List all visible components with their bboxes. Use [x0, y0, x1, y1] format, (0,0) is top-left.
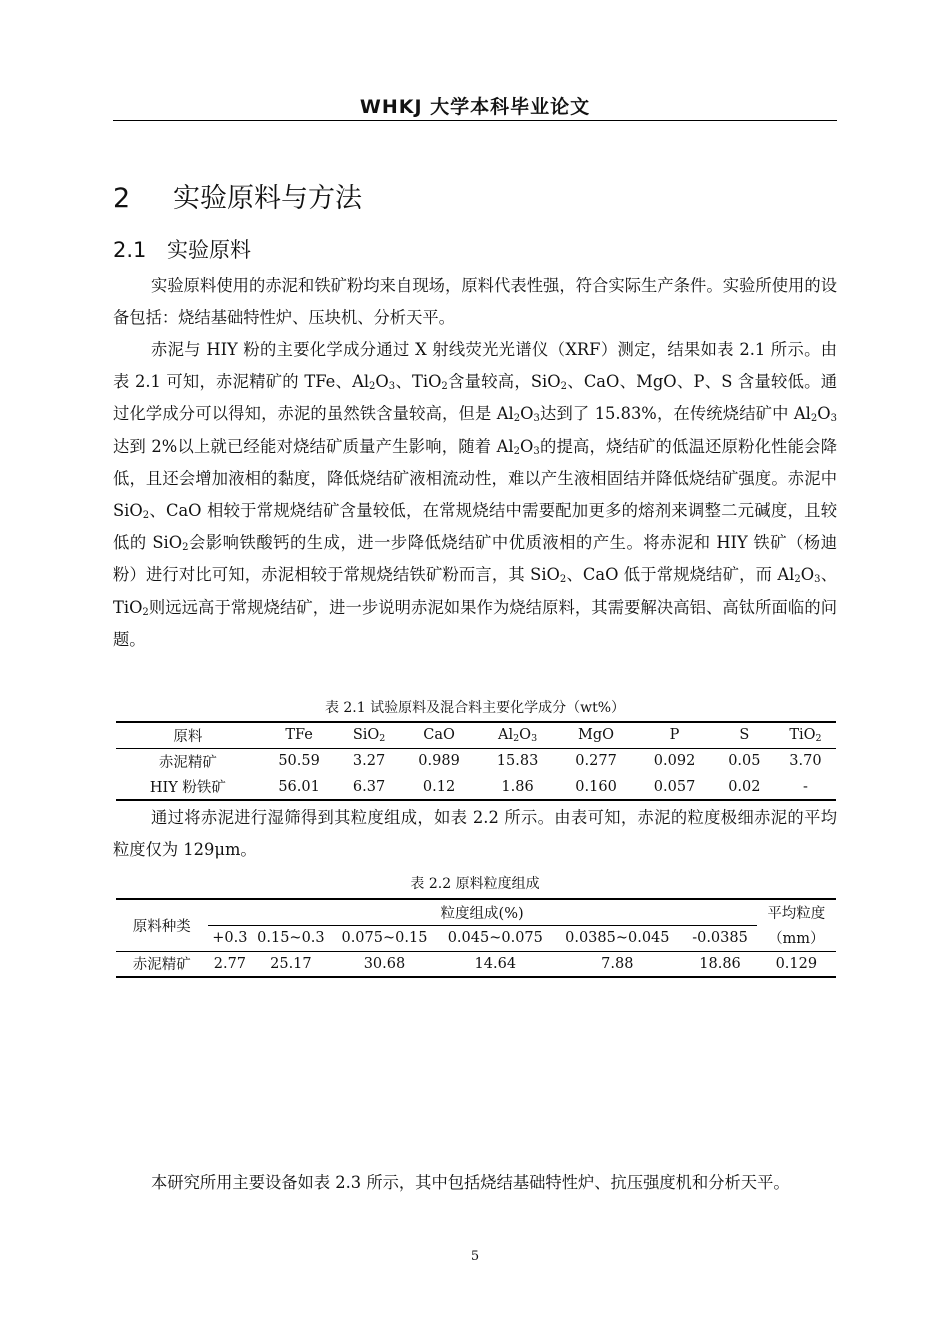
- table-header-row: [116, 722, 836, 748]
- table-header-cell: 原料种类: [132, 918, 191, 935]
- chemical-composition-table: [116, 721, 836, 801]
- table-header-cell: +0.3: [212, 930, 248, 946]
- header-rule: [113, 120, 837, 121]
- table-header-cell: 0.045~0.075: [447, 930, 543, 946]
- table-header-cell: MgO: [578, 727, 615, 744]
- table-header-cell: 0.075~0.15: [341, 930, 428, 946]
- table-header-cell: 0.0385~0.045: [565, 930, 670, 946]
- table-header-cell: TFe: [285, 727, 313, 744]
- table-cell: 25.17: [270, 955, 312, 972]
- table-header-cell: 原料: [173, 728, 203, 745]
- table-cell: 6.37: [352, 778, 386, 795]
- table-header-cell: P: [669, 727, 680, 744]
- section-title-text: 实验原料: [167, 238, 251, 262]
- table-header-cell: 0.15~0.3: [257, 930, 325, 946]
- table-header-row: [116, 899, 836, 925]
- table-cell: 50.59: [278, 753, 320, 770]
- table-cell: 0.12: [422, 778, 456, 795]
- table-cell: 赤泥精矿: [158, 754, 217, 771]
- table-cell: 2.77: [213, 955, 247, 972]
- chapter-title-text: 实验原料与方法: [173, 183, 362, 214]
- table-cell: 0.160: [575, 778, 617, 795]
- paragraph-equipment: 本研究所用主要设备如表 2.3 所示，其中包括烧结基础特性炉、抗压强度机和分析天平。: [151, 1173, 790, 1192]
- table-cell: HIY 粉铁矿: [149, 780, 226, 796]
- table-cell: 3.27: [352, 753, 386, 770]
- table1-caption: 表 2.1 试验原料及混合料主要化学成分（wt%）: [324, 700, 626, 716]
- table-header-cell: S: [739, 727, 750, 744]
- table-cell: 0.02: [728, 778, 761, 795]
- table-header-cell: SiO$_2$: [352, 727, 386, 745]
- table-row: [116, 951, 836, 977]
- particle-size-table: [116, 898, 836, 978]
- table-cell: 0.277: [575, 753, 617, 770]
- paragraph-composition: 赤泥与 HIY 粉的主要化学成分通过 X 射线荧光光谱仪（XRF）测定，结果如表 2.1 所示。由表 2.1 可知，赤泥精矿的 TFe、$Al_2O_3$、TiO$_2$含量较高，SiO$_2$、CaO、MgO、P、S 含量较低。通过化学成分可以得知，赤泥的虽然铁含量较高，但是 $Al_2O_3$达到了 15.83%，在传统烧结矿中 $Al_2O_3$达到 2%以上就已经能对烧结矿质量产生影响，随着 $Al_2O_3$的提高，烧结矿的低温还原粉化性能会降低，且还会增加液相的黏度，降低烧结矿液相流动性，难以产生液相固结并降低烧结矿强度。赤泥中 SiO$_2$、CaO 相较于常规烧结矿含量较低，在常规烧结中需要配加更多的熔剂来调整二元碱度，且较低的 SiO$_2$会影响铁酸钙的生成，进一步降低烧结矿中优质液相的产生。将赤泥和 HIY 铁矿（杨迪粉）进行对比可知，赤泥相较于常规烧结铁矿粉而言，其 SiO$_2$、CaO 低于常规烧结矿，而 $Al_2O_3$、TiO$_2$则远远高于常规烧结矿，进一步说明赤泥如果作为烧结原料，其需要解决高铝、高钛所面临的问题。: [113, 340, 838, 649]
- table-header-row: [116, 925, 836, 951]
- running-header: WHKJ 大学本科毕业论文: [359, 96, 591, 118]
- table-cell: 3.70: [789, 753, 822, 770]
- table-row: [116, 748, 836, 774]
- chapter-title: [113, 176, 362, 215]
- table-cell: 18.86: [699, 955, 741, 972]
- table-cell: 赤泥精矿: [132, 957, 191, 974]
- table-cell: 1.86: [501, 778, 534, 795]
- page-number: 5: [470, 1249, 480, 1264]
- table-cell: 0.057: [653, 778, 696, 795]
- table-header-cell: -0.0385: [692, 930, 748, 946]
- table-header-cell: 粒度组成(%): [208, 899, 757, 925]
- table-cell: 0.989: [418, 753, 460, 770]
- table2-caption: 表 2.2 原料粒度组成: [410, 876, 540, 892]
- table-cell: 7.88: [601, 955, 634, 972]
- chapter-number: 2: [113, 183, 131, 214]
- paragraph-materials: 实验原料使用的赤泥和铁矿粉均来自现场，原料代表性强，符合实际生产条件。实验所使用的设备包括：烧结基础特性炉、压块机、分析天平。: [113, 276, 837, 328]
- table-header-cell: $Al_2O_3$: [498, 727, 538, 745]
- table-cell: -: [802, 778, 808, 795]
- table-cell: 14.64: [474, 955, 517, 972]
- table-cell: 0.05: [728, 753, 761, 770]
- table-cell: 0.092: [653, 753, 696, 770]
- paragraph-particle-size: 通过将赤泥进行湿筛得到其粒度组成，如表 2.2 所示。由表可知，赤泥的粒度极细赤泥的平均粒度仅为 129μm。: [113, 808, 837, 860]
- table-header-cell: TiO$_2$: [789, 727, 822, 745]
- section-title: [113, 234, 251, 264]
- table-header-cell: CaO: [423, 727, 455, 744]
- table-header-cell: 平均粒度: [767, 906, 826, 922]
- table-cell: 15.83: [496, 753, 539, 770]
- table-header-cell: （mm）: [768, 931, 825, 948]
- table-row: [116, 774, 836, 800]
- table-cell: 30.68: [363, 955, 406, 972]
- table-cell: 56.01: [278, 778, 320, 795]
- table-cell: 0.129: [775, 955, 818, 972]
- section-number: 2.1: [113, 238, 147, 262]
